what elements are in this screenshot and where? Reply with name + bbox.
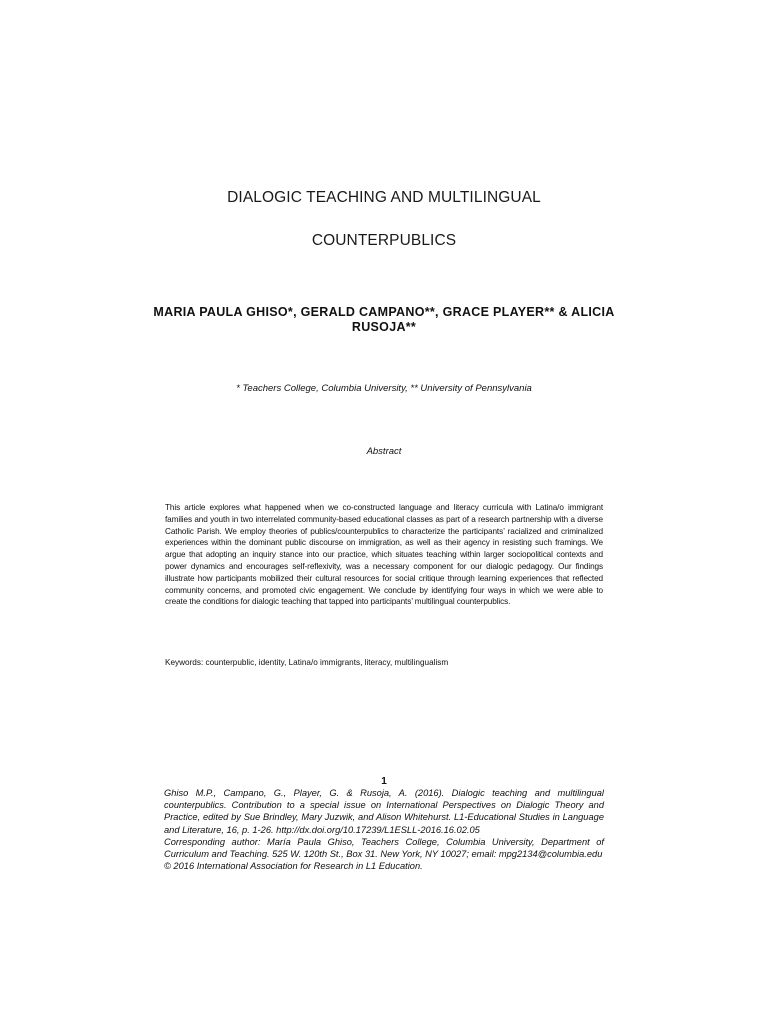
footnote bbox=[164, 787, 604, 872]
copyright: © 2016 International Association for Research in L1 Education. bbox=[164, 861, 423, 872]
title-line-2: COUNTERPUBLICS bbox=[311, 232, 457, 249]
abstract-heading: Abstract bbox=[366, 446, 402, 457]
abstract-body: This article explores what happened when we co-constructed language and literacy curricula with Latina/o immigrant families and youth in two interrelated community-based educational classes as part of a research partnership with a diverse Catholic Parish. We employ theories of publics/counterpublics to characterize the participants’ racialized and criminalized experiences within the dominant public discourse on immigration, as well as their agency in resisting such framings. We argue that adopting an inquiry stance into our practice, which situates teaching within larger sociopolitical contexts and power dynamics and encourages self-reflexivity, was a necessary component for our dialogic pedagogy. Our findings illustrate how participants mobilized their cultural resources for social critique through learning experiences that reflected community concerns, and promoted civic engagement. We conclude by identifying four ways in which we were able to create the conditions for dialogic teaching that tapped into participants’ multilingual counterpublics. bbox=[165, 503, 603, 607]
citation: Ghiso M.P., Campano, G., Player, G. & Rusoja, A. (2016). Dialogic teaching and multilingual counterpublics. Contribution to a special issue on International Perspectives on Dialogic Theory and Practice, edited by Sue Brindley, Mary Juzwik, and Alison Whitehurst. L1-Educational Studies in Language and Literature, 16, p. 1-26. http://dx.doi.org/10.17239/L1ESLL-2016.16.02.05 bbox=[164, 788, 604, 835]
page-number: 1 bbox=[381, 776, 387, 787]
title-line-1: DIALOGIC TEACHING AND MULTILINGUAL bbox=[227, 189, 541, 206]
corresponding-author: Corresponding author: María Paula Ghiso, Teachers College, Columbia University, Department of Curriculum and Teaching. 525 W. 120th St., Box 31. New York, NY 10027; email: mpg2134@columbia.edu bbox=[164, 836, 604, 860]
keywords: Keywords: counterpublic, identity, Latina/o immigrants, literacy, multilingualism bbox=[165, 658, 449, 667]
author-list: MARIA PAULA GHISO*, GERALD CAMPANO**, GRACE PLAYER** & ALICIA RUSOJA** bbox=[153, 305, 615, 334]
affiliations: * Teachers College, Columbia University, ** University of Pennsylvania bbox=[236, 383, 532, 394]
